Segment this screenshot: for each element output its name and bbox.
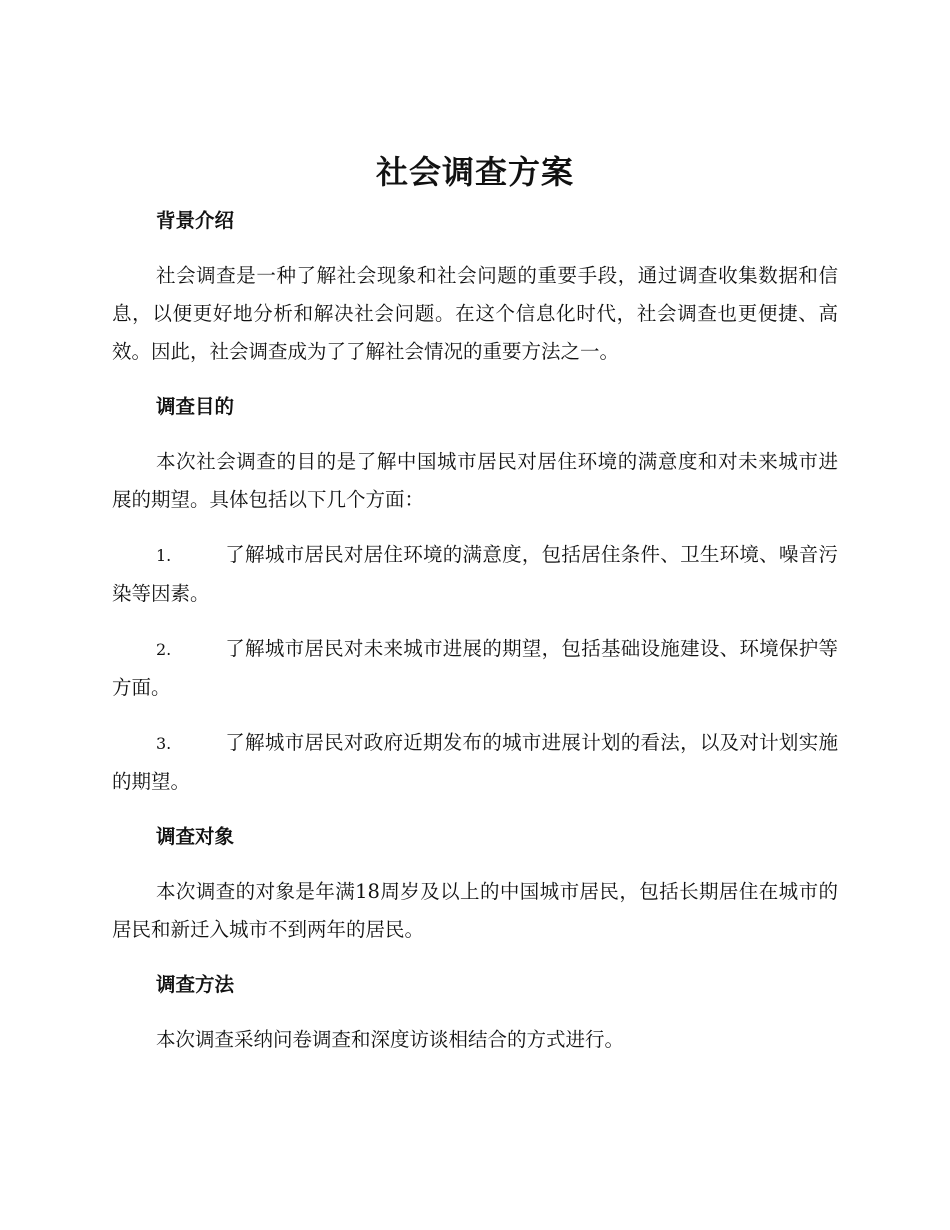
section-heading-methods: 调查方法 [156, 973, 235, 996]
document-body [112, 202, 838, 1076]
list-item-text: 了解城市居民对政府近期发布的城市进展计划的看法，以及对计划实施的期望。 [112, 731, 838, 793]
list-item-number: 2. [156, 640, 172, 659]
paragraph-background: 社会调查是一种了解社会现象和社会问题的重要手段，通过调查收集数据和信息，以便更好地分析和解决社会问题。在这个信息化时代，社会调查也更便捷、高效。因此，社会调查成为了了解社会情况的重要方法之一。 [112, 264, 838, 363]
list-item [112, 630, 838, 707]
paragraph-methods: 本次调查采纳问卷调查和深度访谈相结合的方式进行。 [156, 1028, 625, 1051]
list-item-text: 了解城市居民对未来城市进展的期望，包括基础设施建设、环境保护等方面。 [112, 637, 838, 699]
document-title: 社会调查方案 [375, 153, 574, 191]
list-item [112, 724, 838, 801]
section-heading-subjects: 调查对象 [156, 825, 235, 848]
list-item [112, 536, 838, 613]
section-heading-background: 背景介绍 [156, 209, 235, 232]
paragraph-purpose: 本次社会调查的目的是了解中国城市居民对居住环境的满意度和对未来城市进展的期望。具体包括以下几个方面： [112, 450, 838, 511]
paragraph-subjects: 本次调查的对象是年满18周岁及以上的中国城市居民，包括长期居住在城市的居民和新迁入城市不到两年的居民。 [112, 880, 838, 941]
list-item-number: 1. [156, 546, 172, 565]
list-item-number: 3. [156, 734, 172, 753]
section-heading-purpose: 调查目的 [156, 395, 235, 418]
list-item-text: 了解城市居民对居住环境的满意度，包括居住条件、卫生环境、噪音污染等因素。 [112, 543, 838, 605]
